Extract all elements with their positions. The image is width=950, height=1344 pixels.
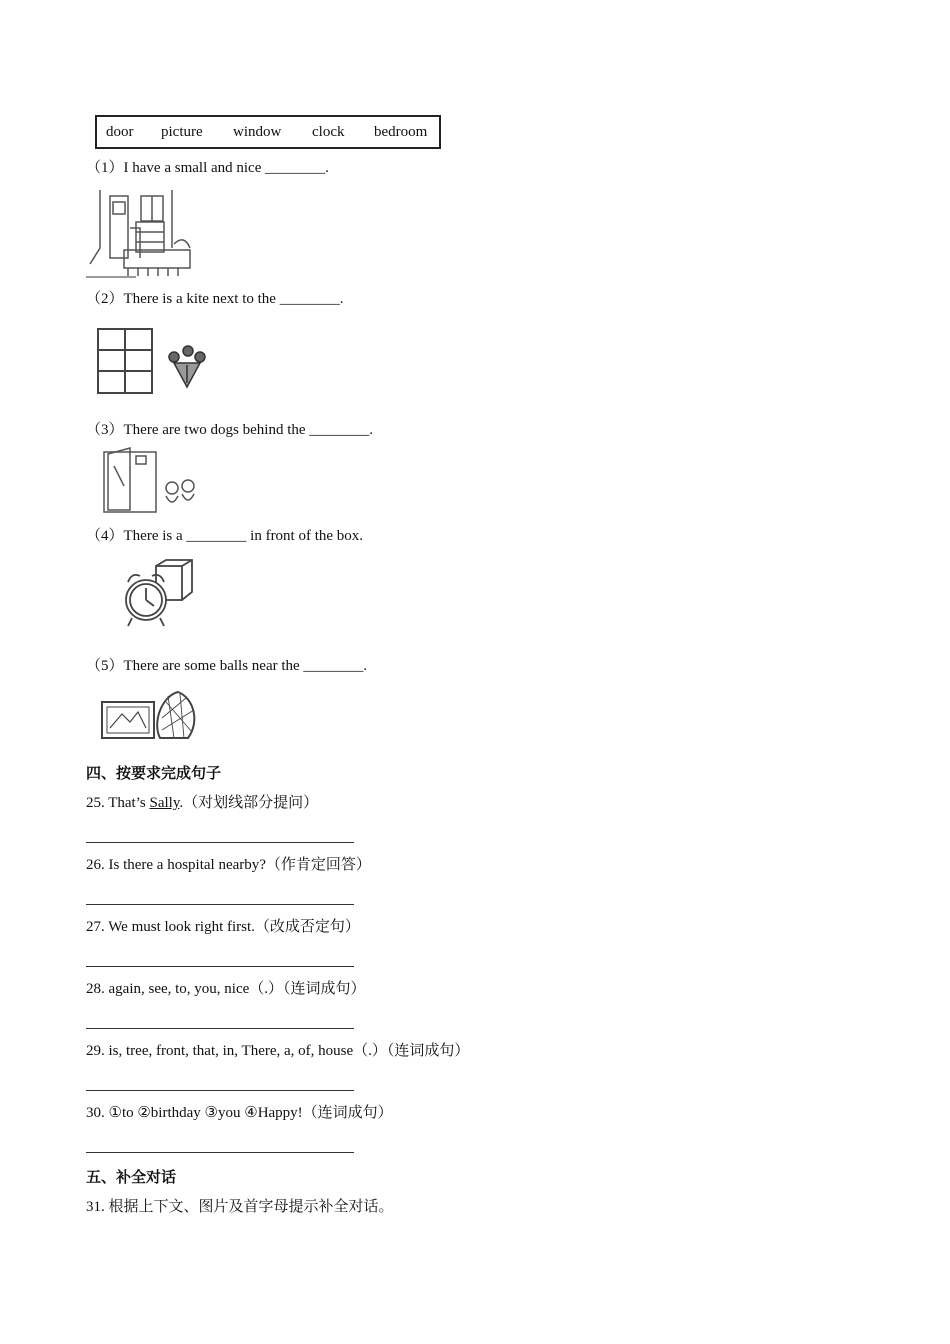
question-number: （4） <box>86 528 124 544</box>
fill-question-5 <box>86 656 367 676</box>
question-number: （5） <box>86 658 124 674</box>
question-31: 31. 根据上下文、图片及首字母提示补全对话。 <box>86 1199 394 1215</box>
question-26: 26. Is there a hospital nearby?（作肯定回答） <box>86 857 371 873</box>
answer-line-30[interactable] <box>86 1152 354 1153</box>
bedroom-picture <box>86 188 196 280</box>
answer-line-28[interactable] <box>86 1028 354 1029</box>
answer-line-29[interactable] <box>86 1090 354 1091</box>
picture-balls-picture <box>96 688 200 748</box>
question-text: There is a kite next to the ________. <box>123 291 344 307</box>
door-dogs-picture <box>94 446 204 514</box>
question-text: There are two dogs behind the ________. <box>123 422 374 438</box>
fill-question-4 <box>86 526 363 546</box>
question-number: （1） <box>86 160 124 176</box>
question-text: There are some balls near the ________. <box>123 658 368 674</box>
answer-line-26[interactable] <box>86 904 354 905</box>
word-bank-box <box>95 115 441 149</box>
clock-box-picture <box>118 558 198 632</box>
question-number: （3） <box>86 422 124 438</box>
window-kite-picture <box>94 325 214 397</box>
word-picture: picture <box>161 124 203 140</box>
section-5-title: 五、补全对话 <box>86 1168 177 1186</box>
fill-question-1 <box>86 158 329 178</box>
q25-suffix: .（对划线部分提问） <box>179 795 319 811</box>
word-bedroom: bedroom <box>374 124 428 140</box>
word-door: door <box>106 124 134 140</box>
question-text: There is a ________ in front of the box. <box>123 528 364 544</box>
question-29: 29. is, tree, front, that, in, There, a, of, house（.）（连词成句） <box>86 1043 470 1059</box>
q25-prefix: 25. That’s <box>86 795 150 811</box>
word-window: window <box>233 124 282 140</box>
question-text: I have a small and nice ________. <box>123 160 329 176</box>
fill-question-2 <box>86 289 343 309</box>
fill-question-3 <box>86 420 373 440</box>
q25-underlined-word: Sally <box>149 795 180 811</box>
question-28: 28. again, see, to, you, nice（.）（连词成句） <box>86 981 366 997</box>
answer-line-27[interactable] <box>86 966 354 967</box>
word-clock: clock <box>312 124 345 140</box>
answer-line-25[interactable] <box>86 842 354 843</box>
question-25 <box>86 793 318 813</box>
section-4-title: 四、按要求完成句子 <box>86 764 222 782</box>
question-27: 27. We must look right first.（改成否定句） <box>86 919 360 935</box>
question-number: （2） <box>86 291 124 307</box>
question-30: 30. ①to ②birthday ③you ④Happy!（连词成句） <box>86 1105 393 1121</box>
